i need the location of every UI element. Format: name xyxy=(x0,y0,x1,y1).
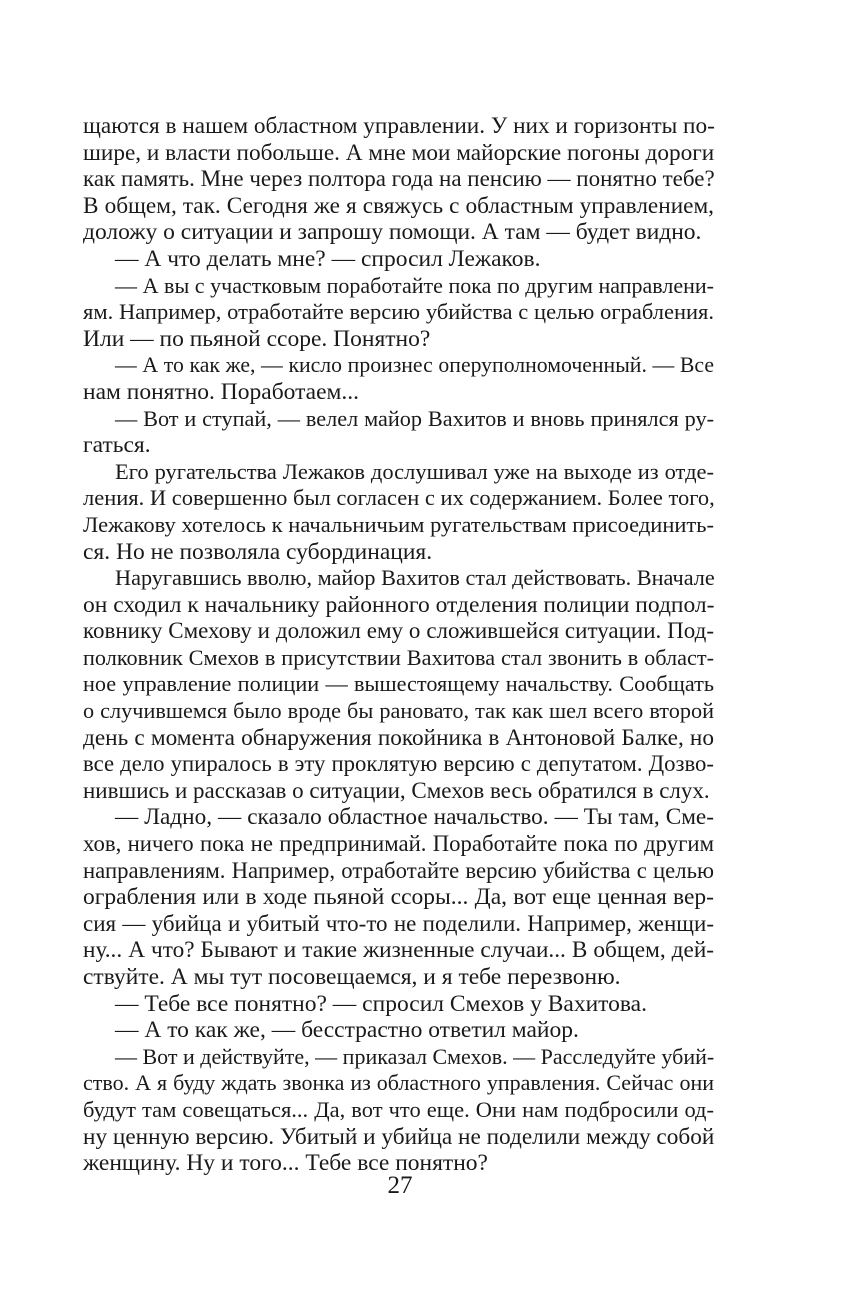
text-line: ления. И совершенно был согласен с их содержанием. Более того, xyxy=(83,485,715,511)
text-line: день с момента обнаружения покойника в Антоновой Балке, но xyxy=(83,724,714,751)
text-line: — А то как же, — кисло произнес оперуполномоченный. — Все xyxy=(115,353,714,378)
page-number: 27 xyxy=(387,1172,413,1199)
text-line: ну... А что? Бывают и такие жизненные случаи... В общем, дей- xyxy=(83,937,714,964)
text-line: доложу о ситуации и запрошу помощи. А там — будет видно. xyxy=(83,219,702,246)
text-line: Лежакову хотелось к начальничьим ругательствам присоединить- xyxy=(83,511,714,537)
text-line: ковнику Смехову и доложил ему о сложившейся ситуации. Под- xyxy=(83,618,714,644)
text-line: — Тебе все понятно? — спросил Смехов у Вахитова. xyxy=(115,990,647,1017)
text-line: хов, ничего пока не предпринимай. Поработайте пока по другим xyxy=(83,831,714,857)
text-line: нам понятно. Поработаем... xyxy=(83,378,360,405)
text-line: полковник Смехов в присутствии Вахитова стал звонить в област- xyxy=(83,644,714,670)
text-line: о случившемся было вроде бы рановато, так как шел всего второй xyxy=(83,698,714,724)
text-line: — Ладно, — сказало областное начальство. — Ты там, Сме- xyxy=(115,804,714,831)
text-line: ство. А я буду ждать звонка из областного управления. Сейчас они xyxy=(83,1070,714,1096)
text-line: — Вот и действуйте, — приказал Смехов. — Расследуйте убий- xyxy=(115,1043,715,1069)
text-line: направлениям. Например, отработайте версию убийства с целью xyxy=(83,857,714,883)
text-line: сия — убийца и убитый что-то не поделили. Например, женщи- xyxy=(83,910,714,936)
text-line: ограбления или в ходе пьяной ссоры... Да, вот еще ценная вер- xyxy=(83,884,714,911)
text-line: В общем, так. Сегодня же я свяжусь с областным управлением, xyxy=(83,192,714,219)
text-line: ям. Например, отработайте версию убийства с целью ограбления. xyxy=(83,299,714,325)
text-line: нившись и рассказав о ситуации, Смехов весь обратился в слух. xyxy=(83,777,710,803)
text-line: шире, и власти побольше. А мне мои майорские погоны дороги xyxy=(83,139,715,166)
text-line: ну ценную версию. Убитый и убийца не поделили между собой xyxy=(83,1123,715,1150)
text-line: Его ругательства Лежаков дослушивал уже на выходе из отде- xyxy=(115,458,714,484)
text-line: ствуйте. А мы тут посовещаемся, и я тебе перезвоню. xyxy=(83,964,621,990)
text-line: ся. Но не позволяла субординация. xyxy=(83,538,433,565)
text-line: щаются в нашем областном управлении. У них и горизонты по- xyxy=(83,113,715,139)
text-line: — Вот и ступай, — велел майор Вахитов и вновь принялся ру- xyxy=(115,405,714,431)
body-text xyxy=(83,113,714,1177)
text-line: — А то как же, — бесстрастно ответил майор. xyxy=(115,1017,579,1044)
text-line: все дело упиралось в эту проклятую версию с депутатом. Дозво- xyxy=(83,751,714,777)
text-line: женщину. Ну и того... Тебе все понятно? xyxy=(83,1150,488,1177)
text-line: — А вы с участковым поработайте пока по другим направлени- xyxy=(115,272,714,298)
text-line: Или — по пьяной ссоре. Понятно? xyxy=(83,325,431,352)
text-line: — А что делать мне? — спросил Лежаков. xyxy=(115,245,541,272)
text-line: ное управление полиции — вышестоящему начальству. Сообщать xyxy=(83,671,714,697)
text-line: он сходил к начальнику районного отделения полиции подпол- xyxy=(83,591,715,618)
text-line: как память. Мне через полтора года на пенсию — понятно тебе? xyxy=(83,166,715,192)
text-line: будут там совещаться... Да, вот что еще. Они нам подбросили од- xyxy=(83,1096,714,1122)
text-line: Наругавшись вволю, майор Вахитов стал действовать. Вначале xyxy=(115,565,715,591)
text-line: гаться. xyxy=(83,432,151,459)
